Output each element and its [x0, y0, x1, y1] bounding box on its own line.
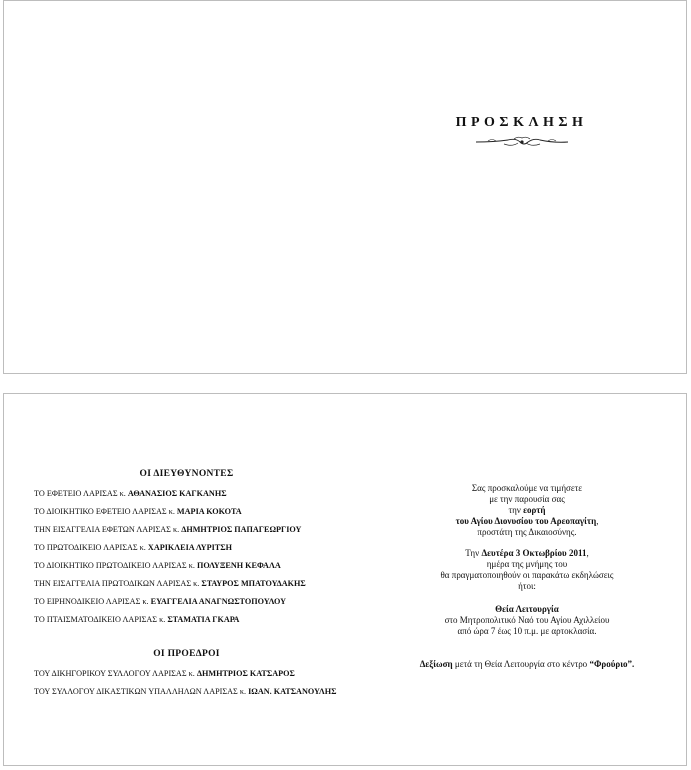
director-name: ΠΟΛΥΞΕΝΗ ΚΕΦΑΛΑ [196, 561, 281, 570]
director-name: ΜΑΡΙΑ ΚΟΚΟΤΑ [176, 507, 242, 516]
invite-line: από ώρα 7 έως 10 π.μ. με αρτοκλασία. [457, 626, 597, 636]
invitation-front-page [3, 0, 687, 374]
reception-label: Δεξίωση [419, 659, 453, 669]
director-line [34, 597, 339, 607]
invite-line [392, 659, 662, 670]
invitation-inside-page [3, 393, 687, 766]
liturgy-title: Θεία Λειτουργία [495, 604, 559, 614]
invite-text: , [586, 548, 589, 558]
director-line [34, 525, 339, 535]
director-name: ΕΥΑΓΓΕΛΙΑ ΑΝΑΓΝΩΣΤΟΠΟΥΛΟΥ [150, 597, 287, 606]
director-name: ΑΘΑΝΑΣΙΟΣ ΚΑΓΚΑΝΗΣ [127, 489, 227, 498]
invite-line [392, 505, 662, 516]
invite-line: Σας προσκαλούμε να τιμήσετε [471, 483, 583, 493]
president-line [34, 669, 339, 679]
invite-line: ημέρα της μνήμης του [486, 559, 568, 569]
venue-name: “Φρούριο”. [589, 659, 635, 669]
saint-name: του Αγίου Διονυσίου του Αρεοπαγίτη [455, 516, 597, 526]
director-line [34, 489, 339, 499]
director-name: ΣΤΑΜΑΤΙΑ ΓΚΑΡΑ [167, 615, 240, 624]
director-org: ΤΗΝ ΕΙΣΑΓΓΕΛΙΑ ΠΡΩΤΟΔΙΚΩΝ ΛΑΡΙΣΑΣ κ. [34, 579, 202, 588]
director-line [34, 543, 339, 553]
invite-text: Την [465, 548, 482, 558]
president-org: ΤΟΥ ΣΥΛΛΟΓΟΥ ΔΙΚΑΣΤΙΚΩΝ ΥΠΑΛΛΗΛΩΝ ΛΑΡΙΣΑΣ κ. [34, 687, 249, 696]
invite-line: με την παρουσία σας [489, 494, 565, 504]
director-org: ΤΟ ΕΦΕΤΕΙΟ ΛΑΡΙΣΑΣ κ. [34, 489, 128, 498]
invitation-text-column [392, 483, 662, 670]
invite-line: προστάτη της Δικαιοσύνης. [477, 527, 577, 537]
director-org: ΤΗΝ ΕΙΣΑΓΓΕΛΙΑ ΕΦΕΤΩΝ ΛΑΡΙΣΑΣ κ. [34, 525, 182, 534]
president-line [34, 687, 339, 697]
flourish-ornament [474, 135, 570, 149]
invite-line: ήτοι: [518, 581, 536, 591]
director-org: ΤΟ ΕΙΡΗΝΟΔΙΚΕΙΟ ΛΑΡΙΣΑΣ κ. [34, 597, 151, 606]
invite-text: την [508, 505, 524, 515]
president-org: ΤΟΥ ΔΙΚΗΓΟΡΙΚΟΥ ΣΥΛΛΟΓΟΥ ΛΑΡΙΣΑΣ κ. [34, 669, 197, 678]
director-line [34, 615, 339, 625]
director-line [34, 579, 339, 589]
directors-heading: ΟΙ ΔΙΕΥΘΥΝΟΝΤΕΣ [139, 469, 234, 479]
invite-line [392, 604, 662, 615]
presidents-list [34, 669, 339, 697]
invite-line: θα πραγματοποιηθούν οι παρακάτω εκδηλώσεις [440, 570, 614, 580]
invitation-title: ΠΡΟΣΚΛΗΣΗ [455, 115, 588, 130]
director-name: ΔΗΜΗΤΡΙΟΣ ΠΑΠΑΓΕΩΡΓΙΟΥ [181, 525, 302, 534]
feast-label: εορτή [523, 505, 546, 515]
director-line [34, 561, 339, 571]
president-name: ΔΗΜΗΤΡΙΟΣ ΚΑΤΣΑΡΟΣ [196, 669, 295, 678]
invite-text: , [596, 516, 599, 526]
director-org: ΤΟ ΠΤΑΙΣΜΑΤΟΔΙΚΕΙΟ ΛΑΡΙΣΑΣ κ. [34, 615, 168, 624]
directors-list [34, 489, 339, 625]
invite-text: μετά τη Θεία Λειτουργία στο κέντρο [452, 659, 590, 669]
invite-line: στο Μητροπολιτικό Ναό του Αγίου Αχιλλείου [444, 615, 610, 625]
invite-line [392, 516, 662, 527]
director-org: ΤΟ ΔΙΟΙΚΗΤΙΚΟ ΕΦΕΤΕΙΟ ΛΑΡΙΣΑΣ κ. [34, 507, 177, 516]
director-name: ΣΤΑΥΡΟΣ ΜΠΑΤΟΥΔΑΚΗΣ [201, 579, 306, 588]
director-name: ΧΑΡΙΚΛΕΙΑ ΛΥΡΙΤΣΗ [147, 543, 232, 552]
invite-line [392, 548, 662, 559]
event-date: Δευτέρα 3 Οκτωβρίου 2011 [481, 548, 587, 558]
director-org: ΤΟ ΠΡΩΤΟΔΙΚΕΙΟ ΛΑΡΙΣΑΣ κ. [34, 543, 148, 552]
director-org: ΤΟ ΔΙΟΙΚΗΤΙΚΟ ΠΡΩΤΟΔΙΚΕΙΟ ΛΑΡΙΣΑΣ κ. [34, 561, 197, 570]
presidents-heading: ΟΙ ΠΡΟΕΔΡΟΙ [153, 649, 220, 659]
president-name: ΙΩΑΝ. ΚΑΤΣΑΝΟΥΛΗΣ [248, 687, 337, 696]
hosts-column [34, 469, 339, 697]
director-line [34, 507, 339, 517]
